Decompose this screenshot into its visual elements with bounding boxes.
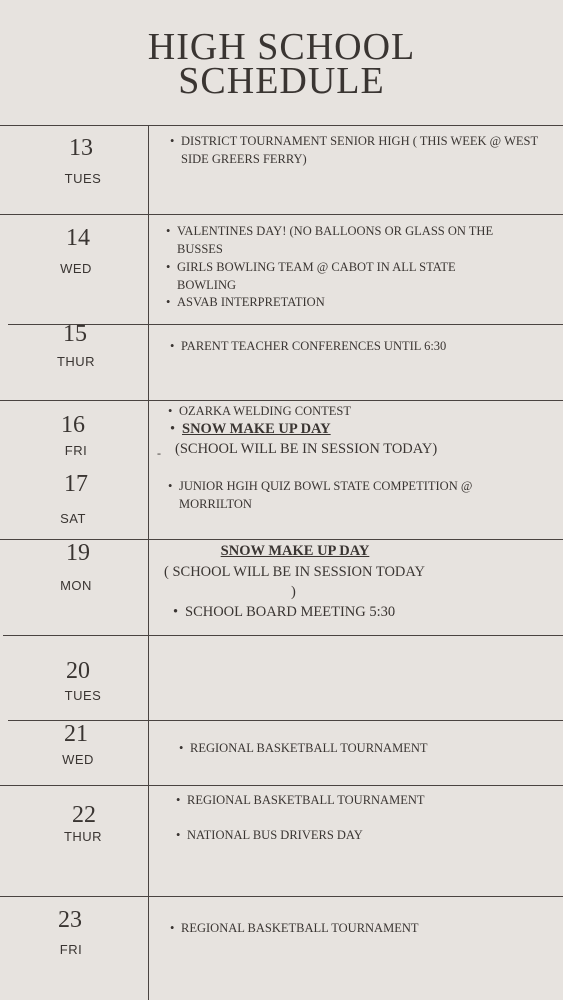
bullet-icon: •	[168, 479, 173, 493]
event-text: REGIONAL BASKETBALL TOURNAMENT	[187, 793, 425, 807]
bullet-icon: •	[176, 828, 181, 842]
row-divider	[0, 125, 563, 126]
event-note-close: )	[291, 584, 296, 600]
bullet-icon: •	[179, 741, 184, 755]
day-name: WED	[62, 752, 94, 767]
event-text: JUNIOR HGIH QUIZ BOWL STATE COMPETITION @ MORRILTON	[179, 479, 473, 511]
day-name: FRI	[64, 443, 88, 458]
row-divider	[0, 896, 563, 897]
bullet-icon: •	[166, 295, 171, 309]
event-item	[170, 419, 542, 439]
event-item	[176, 827, 527, 845]
page-title-line-1: HIGH SCHOOL	[147, 26, 416, 68]
day-name: FRI	[59, 942, 83, 957]
event-text: REGIONAL BASKETBALL TOURNAMENT	[190, 741, 428, 755]
day-number: 22	[72, 802, 96, 828]
event-text: ASVAB INTERPRETATION	[177, 295, 325, 309]
snow-make-up-day-label: SNOW MAKE UP DAY	[182, 421, 331, 437]
event-item	[170, 338, 541, 356]
event-note: ( SCHOOL WILL BE IN SESSION TODAY	[164, 564, 426, 580]
day-name: TUES	[64, 171, 102, 186]
event-item	[166, 294, 517, 312]
event-item	[166, 259, 507, 294]
day-number: 20	[66, 658, 90, 684]
bullet-icon: •	[168, 404, 173, 418]
event-item	[168, 403, 539, 421]
day-number: 19	[66, 540, 90, 566]
event-item	[170, 133, 551, 168]
day-name: THUR	[56, 354, 96, 369]
day-name: TUES	[64, 688, 102, 703]
event-text: NATIONAL BUS DRIVERS DAY	[187, 828, 363, 842]
event-text: OZARKA WELDING CONTEST	[179, 404, 351, 418]
row-divider	[3, 635, 563, 636]
day-number: 13	[69, 135, 93, 161]
event-heading	[150, 541, 440, 561]
bullet-icon: •	[173, 604, 179, 620]
event-note: (SCHOOL WILL BE IN SESSION TODAY)	[175, 441, 438, 457]
bullet-icon: •	[166, 224, 171, 238]
event-text: GIRLS BOWLING TEAM @ CABOT IN ALL STATE BOWLING	[177, 260, 456, 292]
snow-make-up-day-label: SNOW MAKE UP DAY	[220, 543, 370, 559]
row-divider	[0, 785, 563, 786]
day-name: THUR	[63, 829, 103, 844]
day-number: 16	[61, 412, 85, 438]
event-item	[179, 740, 530, 758]
day-name: MON	[60, 578, 92, 593]
event-item	[173, 602, 485, 622]
bullet-icon: •	[176, 793, 181, 807]
day-number: 14	[66, 225, 90, 251]
day-number: 15	[63, 321, 87, 347]
row-divider	[0, 400, 563, 401]
day-name: SAT	[60, 511, 86, 526]
bullet-icon: •	[170, 921, 175, 935]
event-item	[176, 792, 527, 810]
day-number: 23	[58, 907, 82, 933]
bullet-icon: •	[166, 260, 171, 274]
event-text: DISTRICT TOURNAMENT SENIOR HIGH ( THIS WEEK @ WEST SIDE GREERS FERRY)	[181, 134, 538, 166]
bullet-icon: •	[170, 421, 176, 437]
page-title-line-2: SCHEDULE	[178, 60, 385, 102]
row-divider	[8, 720, 563, 721]
event-item	[166, 223, 517, 258]
event-text: PARENT TEACHER CONFERENCES UNTIL 6:30	[181, 339, 447, 353]
event-text: REGIONAL BASKETBALL TOURNAMENT	[181, 921, 419, 935]
dash-mark: -	[157, 446, 161, 460]
event-text: VALENTINES DAY! (NO BALLOONS OR GLASS ON THE BUSSES	[177, 224, 494, 256]
column-divider	[148, 125, 149, 1000]
day-name: WED	[60, 261, 92, 276]
bullet-icon: •	[170, 134, 175, 148]
row-divider	[0, 214, 563, 215]
bullet-icon: •	[170, 339, 175, 353]
day-number: 21	[64, 721, 88, 747]
event-text: SCHOOL BOARD MEETING 5:30	[185, 604, 396, 620]
day-number: 17	[64, 471, 88, 497]
event-item	[168, 478, 519, 513]
event-item	[170, 920, 521, 938]
